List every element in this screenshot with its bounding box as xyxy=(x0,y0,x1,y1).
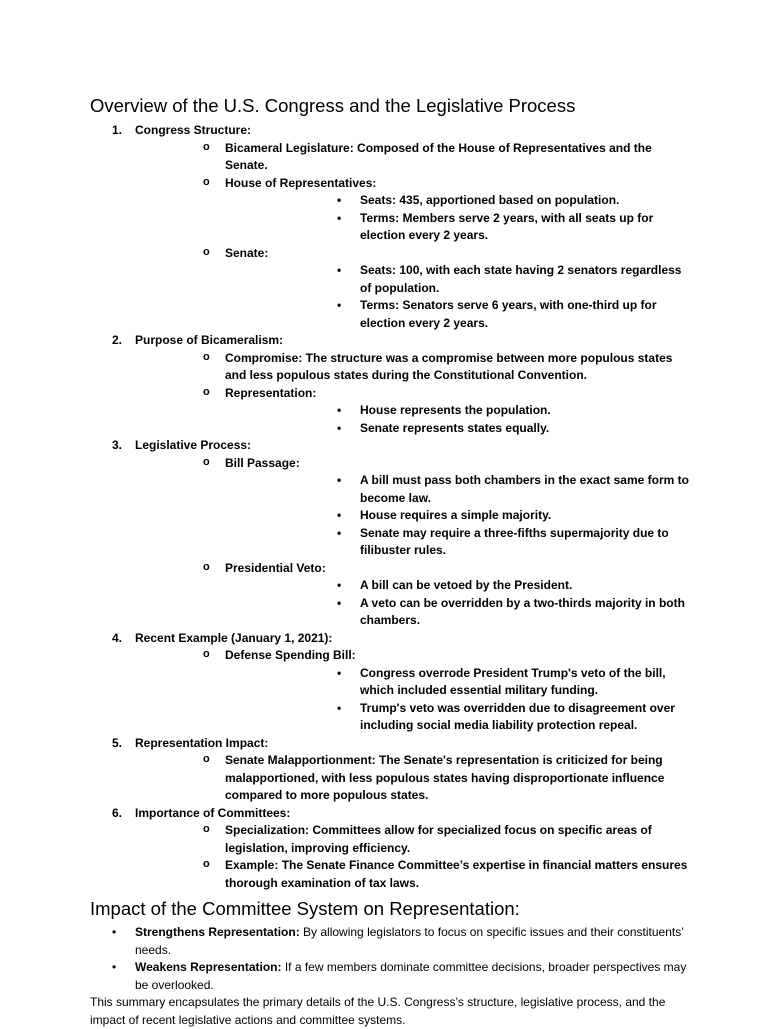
detail-item xyxy=(225,507,690,525)
sub-item-text: Senate: xyxy=(225,245,269,260)
sub-item xyxy=(135,385,690,438)
square-bullet: • xyxy=(337,700,342,715)
detail-item-text: House requires a simple majority. xyxy=(360,508,552,522)
square-bullet: • xyxy=(337,595,342,610)
bullet-marker: • xyxy=(112,960,117,974)
circle-bullet: o xyxy=(203,858,210,870)
bullet-marker: • xyxy=(112,925,117,939)
sub-item-text: Bicameral Legislature: Composed of the House of Representatives and the Senate. xyxy=(225,140,652,172)
impact-bullet-weakens xyxy=(90,959,690,994)
sub-item xyxy=(135,752,690,805)
bullet-label: Strengthens Representation: xyxy=(135,925,300,939)
sub-item-text: Specialization: Committees allow for specialized focus on specific areas of legislation, improving efficiency. xyxy=(225,823,652,855)
circle-bullet: o xyxy=(203,385,210,398)
sub-list xyxy=(135,752,690,805)
sub-item xyxy=(135,140,690,175)
detail-item-text: A bill can be vetoed by the President. xyxy=(360,578,573,592)
sub-list xyxy=(135,455,690,630)
detail-item-text: House represents the population. xyxy=(360,403,551,417)
detail-item xyxy=(225,577,690,595)
outline-heading: Legislative Process: xyxy=(135,438,252,452)
square-bullet: • xyxy=(337,473,342,487)
square-bullet: • xyxy=(337,665,342,680)
sub-item xyxy=(135,175,690,245)
sub-item xyxy=(135,350,690,385)
sub-item xyxy=(135,455,690,560)
section-heading: Impact of the Committee System on Representation: xyxy=(90,898,520,919)
sub-item-text: Presidential Veto: xyxy=(225,560,326,575)
circle-bullet: o xyxy=(203,245,210,258)
square-bullet: • xyxy=(337,420,342,435)
outline-item xyxy=(90,805,690,893)
detail-item-text: Senate represents states equally. xyxy=(360,420,550,435)
circle-bullet: o xyxy=(203,648,210,660)
document-title: Overview of the U.S. Congress and the Legislative Process xyxy=(90,95,576,116)
circle-bullet: o xyxy=(203,823,210,835)
outline-item xyxy=(90,630,690,735)
square-bullet: • xyxy=(337,263,342,277)
outline-item xyxy=(90,332,690,437)
detail-list xyxy=(225,192,690,245)
detail-item-text: Congress overrode President Trump's veto of the bill, which included essential military funding. xyxy=(360,665,666,697)
square-bullet: • xyxy=(337,298,342,312)
detail-item-text: Terms: Members serve 2 years, with all seats up for election every 2 years. xyxy=(360,210,654,242)
sub-item-text: Senate Malapportionment: The Senate's representation is criticized for being malapportioned, with less populous states having disproportionate influence compared to more populous states. xyxy=(225,753,665,802)
sub-list xyxy=(135,350,690,438)
outline-list xyxy=(90,122,690,892)
sub-list xyxy=(135,822,690,892)
circle-bullet: o xyxy=(203,455,210,468)
detail-list xyxy=(225,402,690,437)
sub-item-text: Compromise: The structure was a compromise between more populous states and less populous states during the Constitutional Convention. xyxy=(225,350,673,382)
bullet-text: If a few members dominate committee decisions, broader perspectives may be overlooked. xyxy=(135,960,687,992)
sub-item-text: Bill Passage: xyxy=(225,455,300,470)
outline-item xyxy=(90,437,690,630)
detail-item-text: A bill must pass both chambers in the exact same form to become law. xyxy=(360,473,689,505)
sub-item xyxy=(135,857,690,892)
sub-item xyxy=(135,245,690,333)
summary-paragraph: This summary encapsulates the primary details of the U.S. Congress’s structure, legislative process, and the impact of recent legislative actions and committee systems. xyxy=(90,995,666,1027)
detail-item-text: Senate may require a three-fifths supermajority due to filibuster rules. xyxy=(360,525,669,557)
detail-item xyxy=(225,192,690,210)
circle-bullet: o xyxy=(203,175,210,188)
detail-item xyxy=(225,402,690,420)
circle-bullet: o xyxy=(203,350,210,363)
square-bullet: • xyxy=(337,403,342,417)
detail-item-text: Trump's veto was overridden due to disagreement over including social media liability protection repeal. xyxy=(360,700,675,732)
outline-heading: Purpose of Bicameralism: xyxy=(135,333,284,347)
impact-bullet-list xyxy=(90,924,690,994)
circle-bullet: o xyxy=(203,140,210,153)
detail-list xyxy=(225,472,690,560)
sub-list xyxy=(135,140,690,333)
impact-bullet-strengthens xyxy=(90,924,690,959)
sub-item xyxy=(135,647,690,735)
outline-number: 5. xyxy=(112,735,123,750)
bullet-text: By allowing legislators to focus on specific issues and their constituents’ needs. xyxy=(135,925,684,957)
circle-bullet: o xyxy=(203,560,210,573)
square-bullet: • xyxy=(337,508,342,522)
sub-list xyxy=(135,647,690,735)
sub-item xyxy=(135,560,690,630)
sub-item-text: Representation: xyxy=(225,385,317,400)
detail-item xyxy=(225,472,690,507)
detail-item-text: A veto can be overridden by a two-thirds majority in both chambers. xyxy=(360,595,685,627)
detail-item xyxy=(225,420,690,438)
square-bullet: • xyxy=(337,578,342,592)
square-bullet: • xyxy=(337,525,342,540)
detail-item xyxy=(225,262,690,297)
detail-list xyxy=(225,577,690,630)
detail-item-text: Terms: Senators serve 6 years, with one-third up for election every 2 years. xyxy=(360,298,657,330)
outline-number: 6. xyxy=(112,805,123,820)
detail-item-text: Seats: 100, with each state having 2 senators regardless of population. xyxy=(360,263,682,295)
square-bullet: • xyxy=(337,210,342,225)
sub-item xyxy=(135,822,690,857)
outline-heading: Recent Example (January 1, 2021): xyxy=(135,630,333,645)
detail-list xyxy=(225,262,690,332)
outline-heading: Representation Impact: xyxy=(135,735,269,750)
outline-heading: Congress Structure: xyxy=(135,123,252,137)
outline-number: 4. xyxy=(112,630,123,645)
circle-bullet: o xyxy=(203,753,210,765)
sub-item-text: Defense Spending Bill: xyxy=(225,648,356,662)
detail-item xyxy=(225,595,690,630)
detail-item xyxy=(225,665,690,700)
outline-number: 1. xyxy=(112,123,123,137)
outline-heading: Importance of Committees: xyxy=(135,805,291,820)
detail-list xyxy=(225,665,690,735)
committee-impact-section xyxy=(90,897,690,994)
document-content xyxy=(90,94,690,1029)
detail-item xyxy=(225,525,690,560)
detail-item-text: Seats: 435, apportioned based on population. xyxy=(360,193,620,207)
outline-item xyxy=(90,122,690,332)
detail-item xyxy=(225,210,690,245)
outline-item xyxy=(90,735,690,805)
detail-item xyxy=(225,700,690,735)
outline-number: 2. xyxy=(112,333,123,347)
bullet-label: Weakens Representation: xyxy=(135,960,282,974)
outline-number: 3. xyxy=(112,438,123,452)
detail-item xyxy=(225,297,690,332)
sub-item-text: Example: The Senate Finance Committee’s expertise in financial matters ensures thorough examination of tax laws. xyxy=(225,858,688,890)
sub-item-text: House of Representatives: xyxy=(225,175,377,190)
square-bullet: • xyxy=(337,193,342,207)
